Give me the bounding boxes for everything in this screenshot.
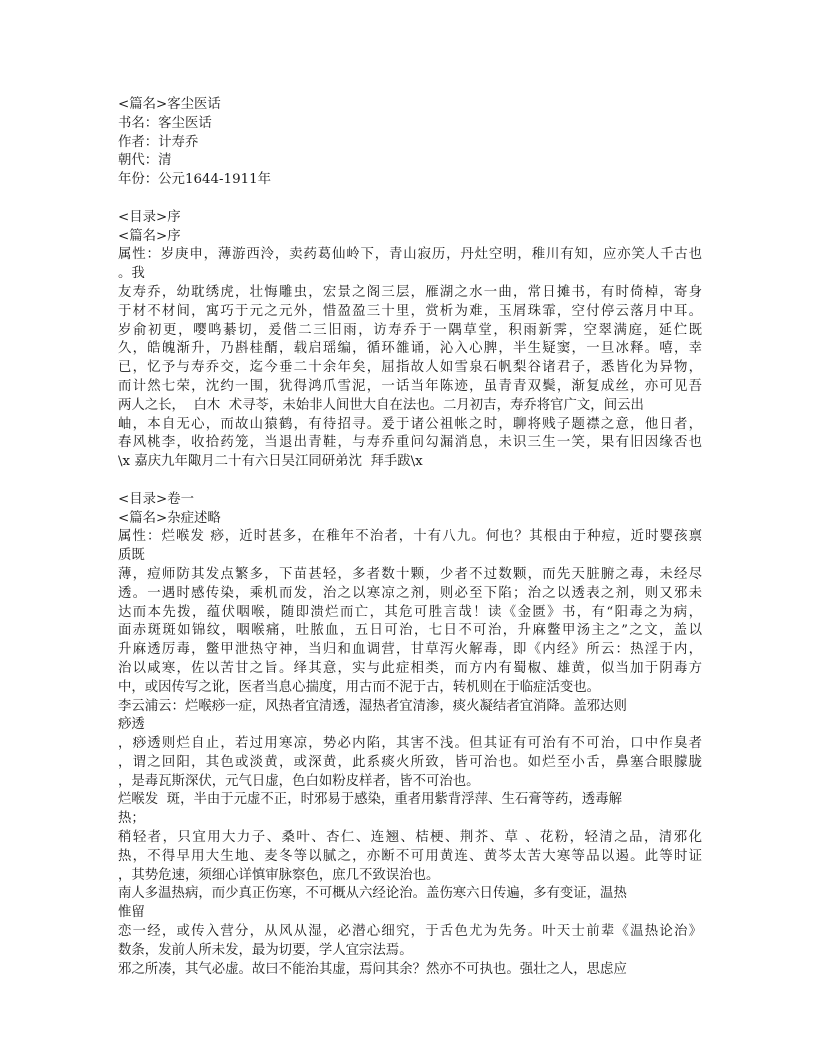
document-page [118, 96, 702, 979]
text-line: 岁俞初更，嘤鸣綦切，爰偕二三旧雨，访寿乔于一隅草堂，积雨新霁，空翠满庭，延伫既 [118, 322, 702, 338]
text-line: 升麻透厉毒，鳖甲泄热守神，当归和血调营，甘草泻火解毒，即《内经》所云：热淫于内， [118, 642, 702, 658]
text-line: 春风桃李，收拾药笼，当退出青鞋，与寿乔重问勾漏消息，未识三生一笑，果有旧因缘否也 [118, 435, 702, 451]
text-line: 岫，本自无心，而故山猿鹤，有待招寻。爰于诸公祖帐之时，聊将贱子题襟之意，他日者， [118, 416, 702, 432]
text-line: 于材不材间，寓巧于元之元外，惜盈盈三十里，赏析为难，玉屑珠霏，空付停云落月中耳。 [118, 303, 702, 319]
preface-body [118, 246, 702, 472]
text-line: ，其势危速，须细心详慎审脉察色，庶几不致误治也。 [118, 867, 440, 883]
text-line: ，谓之回阳，其色或淡黄，或深黄，此系痰火所致，皆可治也。如烂至小舌，鼻塞合眼朦胧 [118, 754, 702, 770]
text-line: 质既 [118, 548, 145, 564]
text-line: 。我 [118, 266, 145, 282]
pian-title: <篇名>客尘医话 [118, 97, 221, 112]
text-line: 数条，发前人所未发，最为切要，学人宜宗法焉。 [118, 942, 413, 958]
year: 年份：公元1644-1911年 [118, 172, 272, 188]
text-line: ，是毒瓦斯深伏，元气日虚，色白如粉皮样者，皆不可治也。 [118, 773, 480, 789]
juan1-pian: <篇名>杂症述略 [118, 510, 221, 526]
book-title: 书名：客尘医话 [118, 115, 212, 131]
author: 作者：计寿乔 [118, 134, 199, 150]
text-line: 治以咸寒，佐以苦甘之旨。绎其意，实与此症相类，而方内有蜀椒、雄黄，似当加于阴毒方 [118, 660, 702, 676]
text-line: 两人之长， 白木 术寻苓，未始非人间世大自在法也。二月初吉，寿乔将官广文，间云出 [118, 397, 644, 413]
text-line: 惟留 [118, 905, 145, 921]
juan1-body [118, 528, 702, 979]
text-line: 已，忆予与寿乔交，迄今垂二十余年矣，屈指故人如雪泉石帆梨谷诸君子，悉皆化为异物， [118, 360, 702, 376]
text-line: 而计然七荣，沈约一围，犹得鸿爪雪泥，一话当年陈迹，虽青青双鬓，渐复成丝，亦可见吾 [118, 378, 702, 394]
text-line: ，痧透则烂自止，若过用寒凉，势必内陷，其害不浅。但其证有可治有不可治，口中作臭者 [118, 736, 702, 752]
text-line: 中，或因传写之讹，医者当息心揣度，用古而不泥于古，转机则在于临症活变也。 [118, 679, 601, 695]
preface-pian: <篇名>序 [118, 228, 181, 244]
text-line: 邪之所凑，其气必虚。故曰不能治其虚，焉问其余？然亦不可执也。强壮之人，思虑应 [118, 961, 627, 977]
text-line: 李云浦云：烂喉痧一症，风热者宜清透，湿热者宜清渗，痰火凝结者宜消降。盖邪达则 [118, 698, 627, 714]
text-line: 痧透 [118, 717, 145, 733]
text-line: \x 嘉庆九年陬月二十有六日吴江同研弟沈 拜手跋\x [118, 454, 423, 470]
spacer [118, 472, 702, 491]
text-line: 烂喉发 斑，半由于元虚不正，时邪易于感染，重者用紫背浮萍、生石膏等药，透毒解 [118, 792, 622, 808]
text-line: 面赤斑斑如锦纹，咽喉痛，吐脓血，五日可治，七日不可治，升麻鳖甲汤主之”之文，盖以 [118, 623, 702, 639]
text-line: 恋一经，或传入营分，从风从湿，必潜心细究，于舌色尤为先务。叶天士前辈《温热论治》 [118, 924, 702, 940]
text-line: 达而本先拨，蕴伏咽喉，随即溃烂而亡，其危可胜言哉！读《金匮》书，有“阳毒之为病， [118, 604, 702, 620]
juan1-mulu: <目录>卷一 [118, 491, 195, 507]
text-line: 热，不得早用大生地、麦冬等以腻之，亦断不可用黄连、黄芩太苦大寒等品以遏。此等时证 [118, 848, 702, 864]
text-line: 南人多温热病，而少真正伤寒，不可概从六经论治。盖伤寒六日传遍，多有变证，温热 [118, 886, 627, 902]
text-line: 久，皓魄渐升，乃斟桂醑，载启瑶编，循环雒诵，沁入心脾，半生疑窦，一旦冰释。嘻，幸 [118, 341, 702, 357]
text-line: 属性：岁庚申，薄游西泠，卖药葛仙岭下，青山寂历，丹灶空明，稚川有知，应亦笑人千古也 [118, 247, 702, 263]
preface-mulu: <目录>序 [118, 209, 181, 225]
text-line: 薄，痘师防其发点繁多，下苗甚轻，多者数十颗，少者不过数颗，而先天脏腑之毒，未经尽 [118, 566, 702, 582]
text-line: 友寿乔，幼耽绣虎，壮悔雕虫，宏景之阁三层，雁湖之水一曲，常日摊书，有时倚棹，寄身 [118, 284, 702, 300]
text-line: 稍轻者，只宜用大力子、桑叶、杏仁、连翘、桔梗、荆芥、草 、花粉，轻清之品，清邪化 [118, 830, 702, 846]
dynasty: 朝代：清 [118, 153, 172, 169]
text-line: 属性：烂喉发 痧，近时甚多，在稚年不治者，十有八九。何也？其根由于种痘，近时婴孩禀 [118, 529, 702, 545]
text-line: 热； [118, 811, 145, 827]
spacer [118, 190, 702, 209]
text-line: 透。一遇时感传染，乘机而发，治之以寒凉之剂，则必至下陷；治之以透表之剂，则又邪未 [118, 585, 702, 601]
